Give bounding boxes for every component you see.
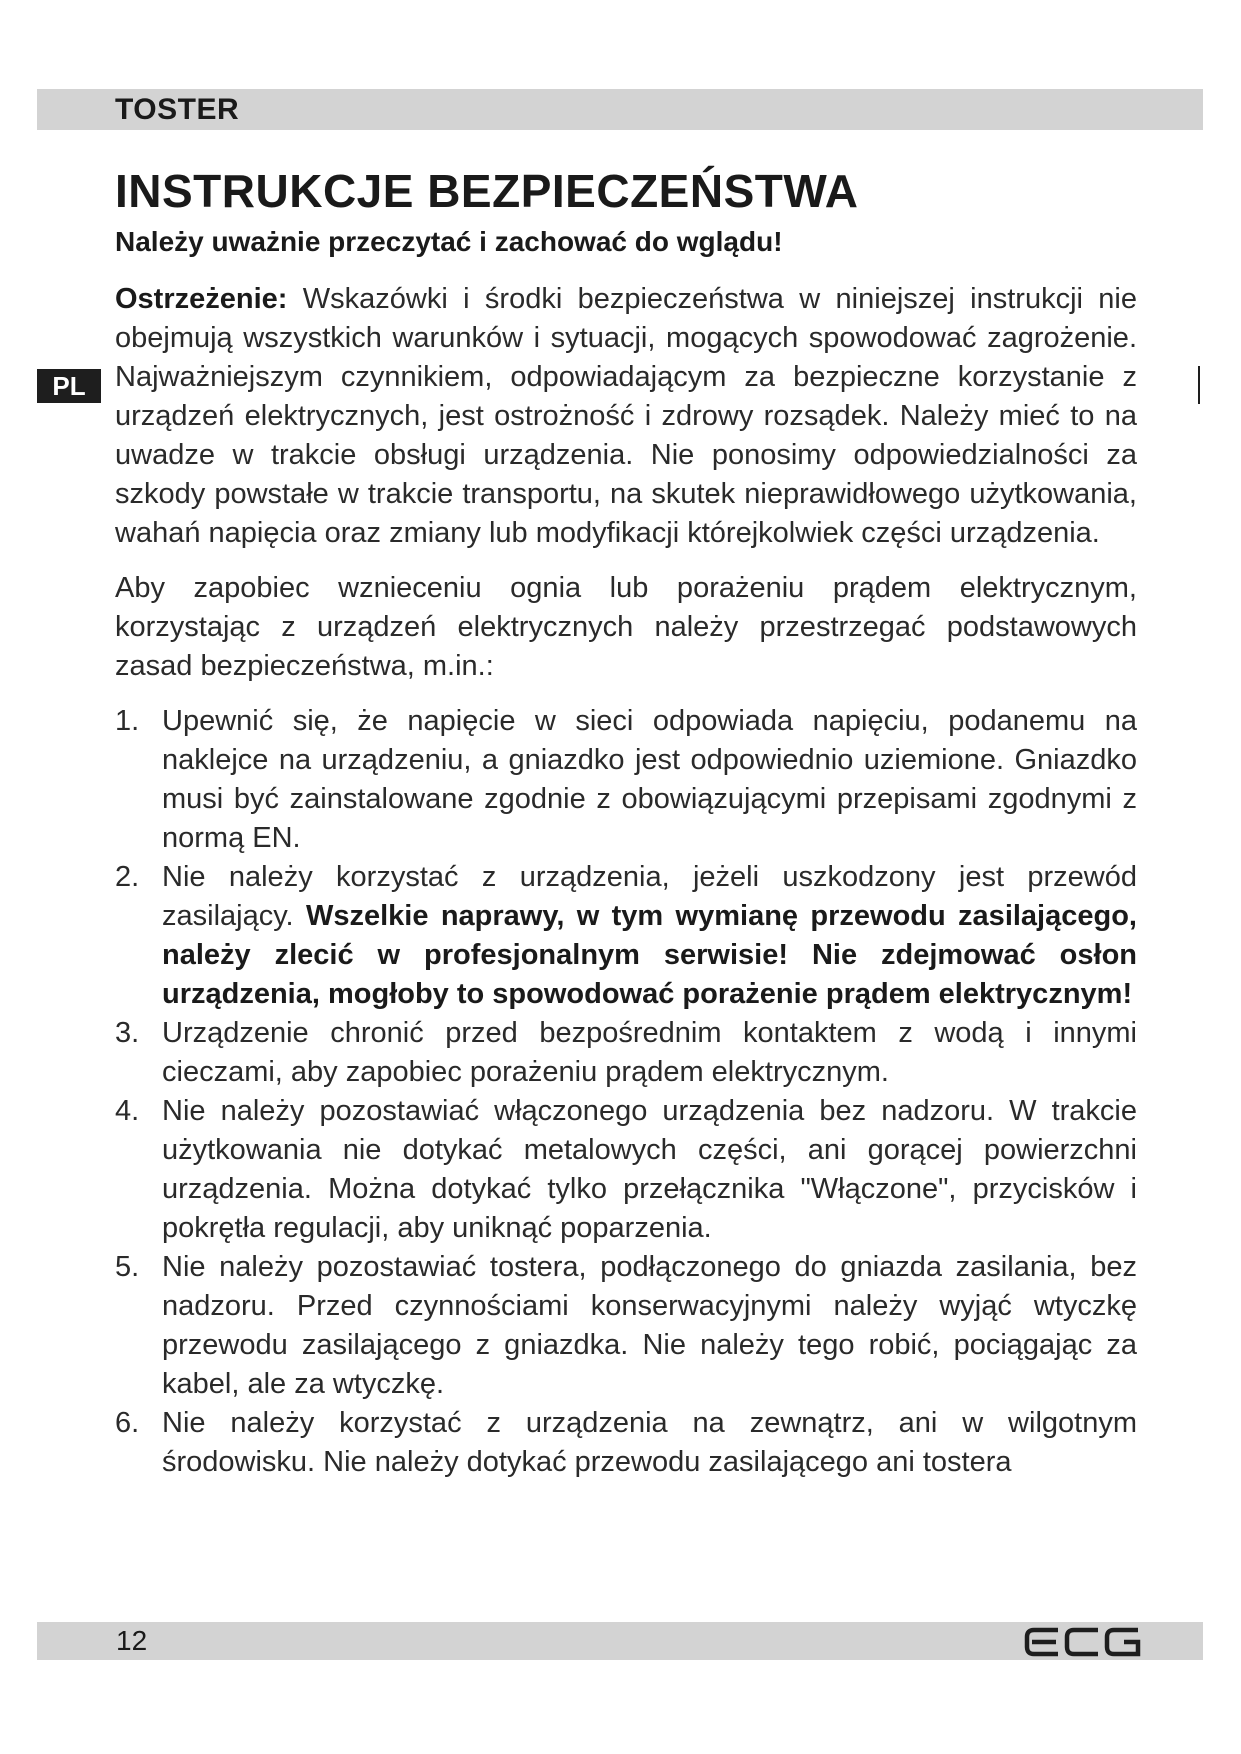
list-item-number: 1. xyxy=(115,705,140,737)
page-title: INSTRUKCJE BEZPIECZEŃSTWA xyxy=(115,165,859,217)
list-item-bold-text: Wszelkie naprawy, w tym wymianę przewodu zasilającego, należy zlecić w profesjonalnym serwisie! Nie zdejmować osłon urządzenia, mogłoby to spowodować porażenie prądem elektrycznym! xyxy=(162,900,1137,1010)
page-edge-mark xyxy=(1198,366,1200,404)
list-item-number: 4. xyxy=(115,1095,140,1127)
list-item xyxy=(115,1404,1137,1482)
list-item-text: Nie należy korzystać z urządzenia na zewnątrz, ani w wilgotnym środowisku. Nie należy dotykać przewodu zasilającego ani tostera xyxy=(162,1407,1137,1478)
warning-text: Wskazówki i środki bezpieczeństwa w niniejszej instrukcji nie obejmują wszystkich warunków i sytuacji, mogących spowodować zagrożenie. Najważniejszym czynnikiem, odpowiadającym za bezpieczne korzystanie z urządzeń elektrycznych, jest ostrożność i zdrowy rozsądek. Należy mieć to na uwadze w trakcie obsługi urządzenia. Nie ponosimy odpowiedzialności za szkody powstałe w trakcie transportu, na skutek nieprawidłowego użytkowania, wahań napięcia oraz zmiany lub modyfikacji którejkolwiek części urządzenia. xyxy=(115,283,1137,549)
page-number: 12 xyxy=(116,1625,148,1656)
intro-paragraph: Aby zapobiec wznieceniu ognia lub porażeniu prądem elektrycznym, korzystając z urządzeń elektrycznych należy przestrzegać podstawowych zasad bezpieczeństwa, m.in.: xyxy=(115,572,1137,682)
list-item-text: Nie należy korzystać z urządzenia, jeżeli uszkodzony jest przewód zasilający. xyxy=(162,861,1137,932)
warning-paragraph xyxy=(115,280,1137,553)
list-item xyxy=(115,1248,1137,1404)
list-item xyxy=(115,702,1137,858)
list-item-number: 6. xyxy=(115,1407,140,1439)
list-item-text: Nie należy pozostawiać włączonego urządzenia bez nadzoru. W trakcie użytkowania nie dotykać metalowych części, ani gorącej powierzchni urządzenia. Można dotykać tylko przełącznika "Włączone", przycisków i pokrętła regulacji, aby uniknąć poparzenia. xyxy=(162,1095,1137,1244)
page-subtitle: Należy uważnie przeczytać i zachować do wglądu! xyxy=(115,226,783,257)
header-title: TOSTER xyxy=(115,93,240,126)
header-bar xyxy=(37,89,1203,130)
ecg-logo xyxy=(1024,1626,1144,1658)
list-item xyxy=(115,858,1137,1014)
language-tab: PL xyxy=(37,369,101,403)
list-item-number: 2. xyxy=(115,861,140,893)
list-item-text: Upewnić się, że napięcie w sieci odpowiada napięciu, podanemu na naklejce na urządzeniu, a gniazdko jest odpowiednio uziemione. Gniazdko musi być zainstalowane zgodnie z obowiązującymi przepisami zgodnymi z normą EN. xyxy=(162,705,1137,854)
main-content xyxy=(115,160,1137,1482)
list-item-number: 5. xyxy=(115,1251,140,1283)
safety-rules-list xyxy=(115,702,1137,1482)
list-item-text: Urządzenie chronić przed bezpośrednim kontaktem z wodą i innymi cieczami, aby zapobiec porażeniu prądem elektrycznym. xyxy=(162,1017,1137,1088)
list-item-number: 3. xyxy=(115,1017,140,1049)
list-item xyxy=(115,1092,1137,1248)
footer-bar xyxy=(37,1622,1203,1660)
list-item-text: Nie należy pozostawiać tostera, podłączonego do gniazda zasilania, bez nadzoru. Przed czynnościami konserwacyjnymi należy wyjąć wtyczkę przewodu zasilającego z gniazdka. Nie należy tego robić, pociągając za kabel, ale za wtyczkę. xyxy=(162,1251,1137,1400)
list-item xyxy=(115,1014,1137,1092)
warning-label: Ostrzeżenie: xyxy=(115,283,288,315)
